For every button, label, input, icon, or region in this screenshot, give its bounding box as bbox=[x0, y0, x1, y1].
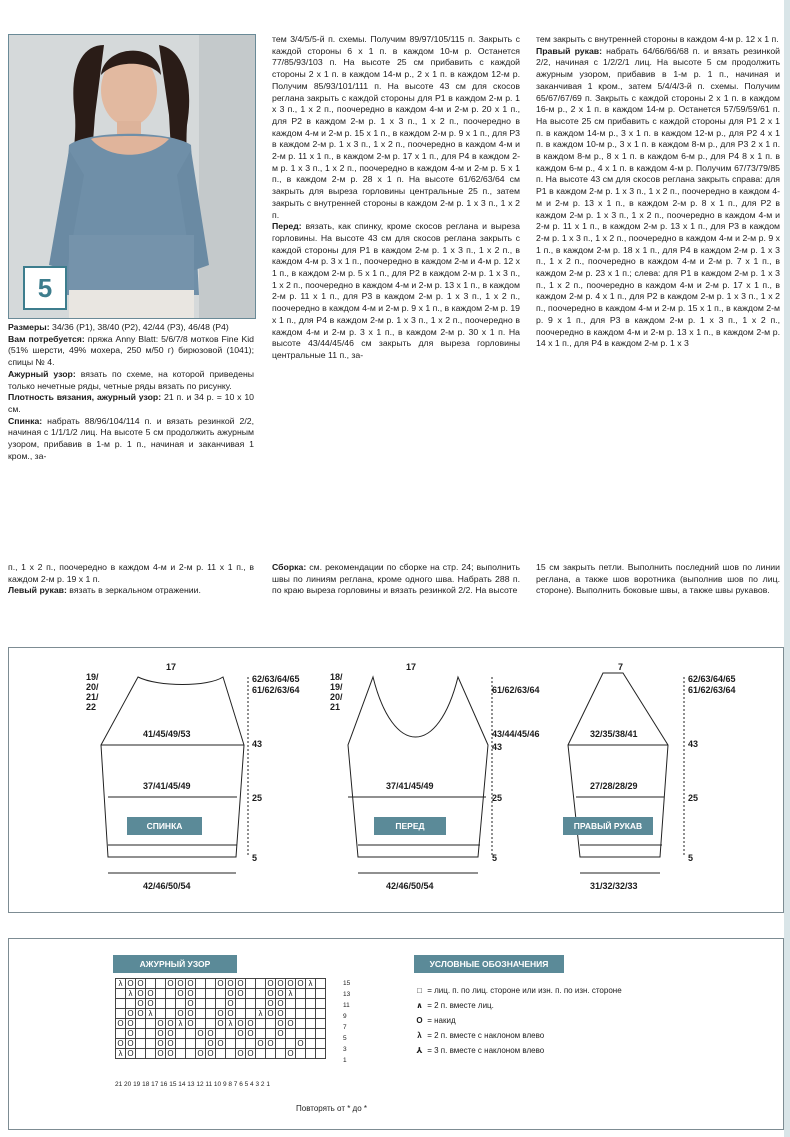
chart-cell bbox=[286, 1009, 296, 1019]
chart-row-number: 7 bbox=[343, 1024, 347, 1031]
column-1-top bbox=[8, 322, 254, 462]
chart-cell bbox=[256, 999, 266, 1009]
chart-cell: Ο bbox=[297, 1039, 304, 1048]
chart-cell bbox=[186, 1029, 196, 1039]
back-top-width: 17 bbox=[166, 662, 177, 672]
lace-chart-grid bbox=[115, 978, 326, 1059]
back-bottom-width: 42/46/50/54 bbox=[143, 881, 191, 891]
chart-cell: Ο bbox=[217, 1009, 224, 1018]
chart-cell: Ο bbox=[137, 999, 144, 1008]
chart-cell: λ bbox=[116, 1049, 126, 1059]
front-total-height: 61/62/63/64 bbox=[492, 685, 540, 695]
chart-cell bbox=[176, 1049, 186, 1059]
chart-cell bbox=[146, 1029, 156, 1039]
chart-cell: Ο bbox=[167, 979, 174, 988]
chart-cell bbox=[286, 1039, 296, 1049]
chart-cell bbox=[306, 1009, 316, 1019]
chart-cell: Ο bbox=[267, 1009, 274, 1018]
chart-cell: Ο bbox=[237, 1029, 244, 1038]
sleeve-top-width: 7 bbox=[618, 662, 624, 672]
chart-cell bbox=[116, 999, 126, 1009]
chart-cell bbox=[316, 989, 326, 999]
back-chest-width: 41/45/49/53 bbox=[143, 729, 191, 739]
assembly-label: Сборка: bbox=[272, 562, 307, 572]
chart-cell bbox=[296, 1019, 306, 1029]
chart-cell: Ο bbox=[137, 1009, 144, 1018]
legend-text: = 2 п. вместе с наклоном влево bbox=[425, 1031, 545, 1040]
sleeve-chest-width: 32/35/38/41 bbox=[590, 729, 638, 739]
legend-text: = накид bbox=[425, 1016, 456, 1025]
sleeve-continued-text: п., 1 x 2 п., поочередно в каждом 4-м и 2-м р. 11 x 1 п., в каждом 2-м р. 19 x 1 п. bbox=[8, 562, 254, 584]
chart-cell bbox=[236, 999, 246, 1009]
chart-cell: λ bbox=[116, 979, 126, 989]
chart-cell: Ο bbox=[267, 989, 274, 998]
chart-row-number: 13 bbox=[343, 991, 351, 998]
sleeve-total-height-1: 62/63/64/65 bbox=[688, 674, 736, 684]
chart-legend bbox=[414, 983, 622, 1058]
legend-symbol: λ bbox=[417, 1031, 422, 1040]
chart-cell: Ο bbox=[127, 979, 134, 988]
chart-cell: λ bbox=[146, 1009, 156, 1019]
chart-cell bbox=[286, 1029, 296, 1039]
chart-cell bbox=[296, 989, 306, 999]
chart-row-number: 9 bbox=[343, 1013, 347, 1020]
chart-cell bbox=[156, 989, 166, 999]
back-side-3: 21/ bbox=[86, 692, 99, 702]
front-side-1: 18/ bbox=[330, 672, 343, 682]
chart-cell: Ο bbox=[267, 979, 274, 988]
lace-pattern-label: Ажурный узор: bbox=[8, 368, 76, 379]
chart-row bbox=[116, 999, 326, 1009]
chart-cell bbox=[186, 1049, 196, 1059]
chart-cell bbox=[216, 1029, 226, 1039]
chart-cell bbox=[216, 1049, 226, 1059]
chart-cell bbox=[256, 1049, 266, 1059]
chart-cell bbox=[206, 1019, 216, 1029]
chart-cell: Ο bbox=[247, 1049, 254, 1058]
chart-cell bbox=[226, 1039, 236, 1049]
chart-cell: Ο bbox=[197, 1029, 204, 1038]
chart-cell bbox=[216, 999, 226, 1009]
chart-cell bbox=[156, 999, 166, 1009]
legend-item bbox=[414, 1043, 622, 1058]
front-side-3: 20/ bbox=[330, 692, 343, 702]
front-continued-text: тем закрыть с внутренней стороны в каждом 4-м р. 12 x 1 п. bbox=[536, 34, 779, 44]
chart-cell bbox=[256, 1029, 266, 1039]
chart-cell bbox=[226, 1049, 236, 1059]
assembly-text: см. рекомендации по сборке на стр. 24; выполнить швы по линиям реглана, кроме одного шва. Набрать 288 п. по краю выреза горловины и вязать резинкой 2/2. На высоте bbox=[272, 562, 520, 596]
back-label: Спинка: bbox=[8, 415, 43, 426]
chart-cell: Ο bbox=[187, 1009, 194, 1018]
density-label: Плотность вязания, ажурный узор: bbox=[8, 392, 162, 403]
materials-label: Вам потребуется: bbox=[8, 333, 85, 344]
column-3-top bbox=[536, 34, 780, 350]
back-total-height-1: 62/63/64/65 bbox=[252, 674, 300, 684]
chart-cell bbox=[146, 1019, 156, 1029]
front-h5: 5 bbox=[492, 853, 498, 863]
chart-cell bbox=[316, 1009, 326, 1019]
chart-cell bbox=[296, 1029, 306, 1039]
chart-cell: λ bbox=[176, 1019, 186, 1029]
pattern-number: 5 bbox=[23, 266, 67, 310]
page-edge-strip bbox=[784, 0, 790, 1137]
legend-item bbox=[414, 1013, 622, 1028]
back-h5: 5 bbox=[252, 853, 258, 863]
back-continued-text: тем 3/4/5/5-й п. схемы. Получим 89/97/105/115 п. Закрыть с каждой стороны 6 x 1 п. в каждом 10-м р. Останется 77/85/93/103 п. На высоте 25 см прибавить с каждой стороны 2 x 1 п. в каждом 14-м р., 2 x 1 п. в каждом 12-м р. Получим 85/93/101/111 п. На высоте 43 см для скосов реглана закрыть с каждой стороны для Р1 в каждом 2-м р. 1 x 3 п., 1 x 2 п., поочередно в каждом 4-м и 2-м р. 20 x 1 п., для Р2 в каждом 2-м р. 1 x 3 п., 1 x 2 п., поочередно в каждом 4-м и 2-м р. 15 x 1 п., в каждом 2-м р. 9 x 1 п., для Р3 в каждом 2-м р. 1 x 3 п., 1 x 2 п., поочередно в каждом 4-м и 2-м р. 11 x 1 п., в каждом 2-м р. 17 x 1 п., для Р4 в каждом 2-м р. 1 x 3 п., 1 x 2 п., поочередно в каждом 4-м и 2-м р. 5 x 1 п., в каждом 2-м р. 28 x 1 п. На высоте 61/62/63/64 см закрыть для выреза горловины центральные 25 п., затем закрыть с внутренней стороны в каждом 2-м р. 1 x 3 п., 1 x 2 п. bbox=[272, 34, 520, 220]
chart-cell: Ο bbox=[237, 979, 244, 988]
chart-row bbox=[116, 989, 326, 999]
chart-cell: Ο bbox=[237, 989, 244, 998]
chart-cell: λ bbox=[226, 1019, 236, 1029]
chart-row bbox=[116, 1039, 326, 1049]
chart-cell: Ο bbox=[137, 989, 144, 998]
chart-cell: Ο bbox=[187, 979, 194, 988]
chart-cell bbox=[306, 1029, 316, 1039]
chart-cell bbox=[316, 1029, 326, 1039]
chart-cell bbox=[266, 1029, 276, 1039]
chart-cell bbox=[196, 1039, 206, 1049]
chart-row bbox=[116, 1009, 326, 1019]
chart-row-number: 11 bbox=[343, 1002, 350, 1009]
back-waist-width: 37/41/45/49 bbox=[143, 781, 191, 791]
chart-cell bbox=[266, 1019, 276, 1029]
front-h43: 43 bbox=[492, 742, 503, 752]
chart-cell bbox=[256, 979, 266, 989]
chart-cell bbox=[116, 1009, 126, 1019]
chart-cell bbox=[246, 999, 256, 1009]
chart-cell: Ο bbox=[257, 1039, 264, 1048]
chart-cell: Ο bbox=[247, 1029, 254, 1038]
chart-cell bbox=[226, 1029, 236, 1039]
chart-cell bbox=[256, 1019, 266, 1029]
chart-cell bbox=[116, 989, 126, 999]
chart-cell: Ο bbox=[157, 1039, 164, 1048]
back-side-1: 19/ bbox=[86, 672, 99, 682]
chart-cell bbox=[136, 1039, 146, 1049]
materials-text: пряжа Anny Blatt: 5/6/7/8 мотков Fine Kid (51% шерсти, 49% мохера, 250 м/50 г) бирюзовой (1041); спицы № 4. bbox=[8, 333, 254, 368]
front-side-2: 19/ bbox=[330, 682, 343, 692]
chart-cell bbox=[316, 979, 326, 989]
front-text: вязать, как спинку, кроме скосов реглана и выреза горловины. На высоте 43 см для скосов реглана закрыть с каждой стороны для Р1 в каждом 2-м р. 1 x 3 п., 1 x 2 п., в каждом 4-м р. 3 x 1 п., поочередно в каждом 2-м и 4-м р. 12 x 1 п., в каждом 2-м р. 5 x 1 п., для Р2 в каждом 2-м р. 1 x 3 п., 1 x 2 п., поочередно в каждом 4-м и 2-м р. 13 x 1 п., в каждом 2-м р. 11 x 1 п., для Р3 в каждом 2-м р. 1 x 3 п., 1 x 2 п., поочередно в каждом 4-м и 2-м р. 9 x 1 п., в каждом 2-м р. 19 x 1 п., для Р4 в каждом 2-м р. 1 x 3 п., 1 x 2 п., поочередно в каждом 4-м и 2-м р. 3 x 1 п., в каждом 2-м р. 30 x 1 п. На высоте 43/44/45/46 см закрыть для выреза горловины центральные 11 п., за- bbox=[272, 221, 520, 360]
chart-cell: λ bbox=[306, 979, 316, 989]
chart-cell: Ο bbox=[157, 1019, 164, 1028]
chart-cell bbox=[166, 1009, 176, 1019]
chart-cell: λ bbox=[256, 1009, 266, 1019]
chart-cell bbox=[136, 1049, 146, 1059]
chart-cell bbox=[146, 1039, 156, 1049]
chart-cell: Ο bbox=[277, 1009, 284, 1018]
chart-cell: Ο bbox=[117, 1039, 124, 1048]
chart-cell: Ο bbox=[137, 979, 144, 988]
chart-cell bbox=[286, 999, 296, 1009]
chart-cell: Ο bbox=[277, 979, 284, 988]
column-1-bottom bbox=[8, 562, 254, 597]
chart-cell bbox=[216, 989, 226, 999]
front-neck-height: 43/44/45/46 bbox=[492, 729, 540, 739]
chart-repeat-note: Повторять от * до * bbox=[296, 1104, 367, 1113]
chart-row bbox=[116, 1049, 326, 1059]
back-total-height-2: 61/62/63/64 bbox=[252, 685, 300, 695]
chart-cell bbox=[156, 1009, 166, 1019]
chart-cell bbox=[206, 999, 216, 1009]
front-waist-width: 37/41/45/49 bbox=[386, 781, 434, 791]
front-h25: 25 bbox=[492, 793, 503, 803]
chart-cell: Ο bbox=[287, 1019, 294, 1028]
chart-cell bbox=[276, 1039, 286, 1049]
chart-cell: Ο bbox=[167, 1029, 174, 1038]
chart-cell: Ο bbox=[197, 1049, 204, 1058]
chart-cell bbox=[296, 1009, 306, 1019]
chart-cell bbox=[196, 1019, 206, 1029]
chart-cell: Ο bbox=[127, 1039, 134, 1048]
front-bottom-width: 42/46/50/54 bbox=[386, 881, 434, 891]
chart-cell: Ο bbox=[117, 1019, 124, 1028]
sleeve-h5: 5 bbox=[688, 853, 694, 863]
density-text: 21 п. и 34 р. = 10 x 10 см. bbox=[8, 392, 254, 414]
back-side-4: 22 bbox=[86, 702, 97, 712]
chart-cell bbox=[206, 979, 216, 989]
chart-cell: Ο bbox=[267, 999, 274, 1008]
back-text: набрать 88/96/104/114 п. и вязать резинкой 2/2, начиная с 1/1/1/2 лиц. На высоте 5 см продолжить ажурным узором, прибавив в 1-м р. 1 п., начиная и заканчивая 1 кром., за- bbox=[8, 415, 254, 461]
chart-cell bbox=[166, 999, 176, 1009]
column-2-top bbox=[272, 34, 520, 362]
chart-row-number: 15 bbox=[343, 980, 351, 987]
front-label: Перед: bbox=[272, 221, 302, 232]
legend-symbol: O bbox=[416, 1016, 423, 1025]
front-top-width: 17 bbox=[406, 662, 417, 672]
chart-cell: λ bbox=[126, 989, 136, 999]
legend-text: = лиц. п. по лиц. стороне или изн. п. по изн. стороне bbox=[425, 986, 622, 995]
chart-cell bbox=[306, 1039, 316, 1049]
legend-symbol: ∧ bbox=[416, 1001, 423, 1010]
chart-cell: Ο bbox=[247, 1019, 254, 1028]
column-2-bottom bbox=[272, 562, 520, 597]
legend-text: = 2 п. вместе лиц. bbox=[425, 1001, 494, 1010]
chart-cell: Ο bbox=[287, 979, 294, 988]
legend-text: = 3 п. вместе с наклоном влево bbox=[425, 1046, 545, 1055]
front-side-4: 21 bbox=[330, 702, 341, 712]
schematic-outlines bbox=[8, 647, 782, 911]
chart-cell bbox=[176, 1039, 186, 1049]
chart-cell: Ο bbox=[227, 989, 234, 998]
chart-cell: Ο bbox=[147, 989, 154, 998]
chart-cell bbox=[306, 999, 316, 1009]
sleeve-h43: 43 bbox=[688, 739, 699, 749]
chart-cell: Ο bbox=[277, 999, 284, 1008]
chart-cell: Ο bbox=[127, 1029, 134, 1038]
chart-cell bbox=[186, 1039, 196, 1049]
chart-cell: Ο bbox=[287, 1049, 294, 1058]
chart-cell: Ο bbox=[167, 1039, 174, 1048]
chart-cell bbox=[196, 999, 206, 1009]
chart-column-numbers: 21 20 19 18 17 16 15 14 13 12 11 10 9 8 7 6 5 4 3 2 1 bbox=[115, 1081, 270, 1088]
chart-cell: Ο bbox=[297, 979, 304, 988]
chart-cell: Ο bbox=[147, 999, 154, 1008]
left-sleeve-text: вязать в зеркальном отражении. bbox=[66, 585, 201, 596]
back-h25: 25 bbox=[252, 793, 263, 803]
sleeve-schematic-tag: ПРАВЫЙ РУКАВ bbox=[563, 817, 653, 835]
sleeve-total-height-2: 61/62/63/64 bbox=[688, 685, 736, 695]
chart-cell bbox=[146, 979, 156, 989]
sleeve-bottom-width: 31/32/32/33 bbox=[590, 881, 638, 891]
chart-cell: Ο bbox=[237, 1019, 244, 1028]
chart-cell bbox=[146, 1049, 156, 1059]
chart-cell bbox=[136, 1029, 146, 1039]
chart-cell: Ο bbox=[177, 979, 184, 988]
sleeve-waist-width: 27/28/28/29 bbox=[590, 781, 638, 791]
chart-cell bbox=[196, 989, 206, 999]
chart-cell bbox=[246, 989, 256, 999]
chart-cell: Ο bbox=[227, 999, 234, 1008]
chart-cell bbox=[276, 1049, 286, 1059]
assembly-continued-text: 15 см закрыть петли. Выполнить последний шов по линии реглана, а также шов воротника (выполнив шов по лиц. стороне). Выполнить боковые швы, а также швы рукавов. bbox=[536, 562, 780, 596]
chart-row bbox=[116, 979, 326, 989]
chart-cell bbox=[246, 1039, 256, 1049]
chart-cell bbox=[246, 979, 256, 989]
chart-cell: Ο bbox=[217, 1039, 224, 1048]
chart-cell bbox=[196, 1009, 206, 1019]
chart-cell: Ο bbox=[227, 979, 234, 988]
chart-cell: Ο bbox=[187, 989, 194, 998]
chart-cell: λ bbox=[286, 989, 296, 999]
chart-cell bbox=[176, 999, 186, 1009]
chart-cell: Ο bbox=[277, 1029, 284, 1038]
chart-row bbox=[116, 1029, 326, 1039]
legend-symbol: □ bbox=[417, 986, 422, 995]
lace-chart-tag: АЖУРНЫЙ УЗОР bbox=[113, 955, 237, 973]
legend-item bbox=[414, 998, 622, 1013]
right-sleeve-text: набрать 64/66/66/68 п. и вязать резинкой 2/2, начиная с 1/2/2/1 лиц. На высоте 5 см продолжить ажурным узором, прибавив в 1-м р. 1 п., начиная и заканчивая 1 кром., затем 5/4/4/3-й п. схемы. Получим 65/67/67/69 п. Закрыть с каждой стороны 2 x 1 п. в каждом 16-м р., 2 x 1 п. в каждом 14-м р. Останется 57/59/59/61 п. На высоте 25 см прибавить с каждой стороны для Р1 2 x 1 п. в каждом 14-м р., 3 x 1 п. в каждом 12-м р., для Р2 4 x 1 п. в каждом 10-м р., 3 x 1 п. в каждом 8-м р., для Р3 2 x 1 п. в каждом 8-м р., 8 x 1 п. в каждом 6-м р., для Р4 8 x 1 п. в каждом 6-м р., 4 x 1 п. в каждом 4-м р. Получим 67/73/79/85 п. На высоте 43 см для скосов реглана закрыть справа: для Р1 в каждом 2-м р. 1 x 3 п., 1 x 2 п., поочередно в каждом 4-м и 2-м р. 13 x 1 п., в каждом 2-м р. 8 x 1 п., для Р2 в каждом 2-м р. 1 x 3 п., 1 x 2 п., поочередно в каждом 4-м и 2-м р. 11 x 1 п., в каждом 2-м р. 13 x 1 п., для Р3 в каждом 2-м р. 1 x 3 п., 1 x 2 п., поочередно в каждом 4-м и 2-м р. 9 x 1 п., в каждом 2-м р. 18 x 1 п., для Р4 в каждом 2-м р. 1 x 3 п., 1 x 2 п., поочередно в каждом 4-м и 2-м р. 7 x 1 п., в каждом 2-м р. 23 x 1 п.; слева: для Р1 в каждом 2-м р. 1 x 3 п., 1 x 2 п., поочередно в каждом 4-м и 2-м р. 17 x 1 п., в каждом 2-м р. 4 x 1 п., для Р2 в каждом 2-м р. 1 x 3 п., 1 x 2 п., поочередно в каждом 4-м и 2-м р. 15 x 1 п., в каждом 2-м р. 9 x 1 п., для Р3 в каждом 2-м р. 1 x 3 п., 1 x 2 п., поочередно в каждом 4-м и 2-м р. 13 x 1 п., в каждом 2-м р. 14 x 1 п., для Р4 в каждом 2-м р. 1 x 3 bbox=[536, 45, 781, 349]
back-h43: 43 bbox=[252, 739, 263, 749]
chart-cell: Ο bbox=[127, 1009, 134, 1018]
chart-cell bbox=[176, 1029, 186, 1039]
chart-row-number: 3 bbox=[343, 1046, 347, 1053]
chart-cell bbox=[196, 979, 206, 989]
chart-cell bbox=[166, 989, 176, 999]
chart-cell bbox=[316, 999, 326, 1009]
chart-cell: Ο bbox=[267, 1039, 274, 1048]
sizes-text: 34/36 (Р1), 38/40 (Р2), 42/44 (Р3), 46/48 (Р4) bbox=[49, 322, 229, 332]
left-sleeve-label: Левый рукав: bbox=[8, 585, 67, 596]
chart-row-number: 5 bbox=[343, 1035, 347, 1042]
chart-cell bbox=[206, 989, 216, 999]
chart-cell bbox=[126, 999, 136, 1009]
chart-cell bbox=[156, 979, 166, 989]
chart-cell: Ο bbox=[227, 1009, 234, 1018]
chart-cell: Ο bbox=[217, 979, 224, 988]
front-schematic-tag: ПЕРЕД bbox=[374, 817, 446, 835]
chart-cell bbox=[306, 1049, 316, 1059]
sizes-label: Размеры: bbox=[8, 322, 50, 332]
chart-cell: Ο bbox=[207, 1049, 214, 1058]
chart-cell: Ο bbox=[167, 1049, 174, 1058]
legend-tag: УСЛОВНЫЕ ОБОЗНАЧЕНИЯ bbox=[414, 955, 564, 973]
chart-cell: Ο bbox=[157, 1029, 164, 1038]
chart-cell bbox=[316, 1049, 326, 1059]
model-photo bbox=[8, 34, 256, 319]
sleeve-h25: 25 bbox=[688, 793, 699, 803]
chart-cell: Ο bbox=[177, 989, 184, 998]
column-3-bottom bbox=[536, 562, 780, 597]
chart-cell: Ο bbox=[177, 1009, 184, 1018]
lace-pattern-text: вязать по схеме, на которой приведены только нечетные ряды, четные ряды вязать по рисунку. bbox=[8, 368, 254, 391]
chart-cell bbox=[306, 989, 316, 999]
chart-cell: Ο bbox=[167, 1019, 174, 1028]
chart-cell bbox=[266, 1049, 276, 1059]
chart-cell bbox=[236, 1039, 246, 1049]
chart-cell bbox=[306, 1019, 316, 1029]
legend-symbol: ⅄ bbox=[416, 1046, 423, 1055]
legend-item bbox=[414, 1028, 622, 1043]
chart-row bbox=[116, 1019, 326, 1029]
chart-cell bbox=[246, 1009, 256, 1019]
chart-cell: Ο bbox=[207, 1029, 214, 1038]
chart-cell: Ο bbox=[277, 1019, 284, 1028]
chart-cell bbox=[296, 1049, 306, 1059]
chart-cell: Ο bbox=[187, 1019, 194, 1028]
chart-cell: Ο bbox=[277, 989, 284, 998]
chart-cell bbox=[116, 1029, 126, 1039]
chart-cell bbox=[206, 1009, 216, 1019]
chart-cell: Ο bbox=[207, 1039, 214, 1048]
chart-cell: Ο bbox=[157, 1049, 164, 1058]
chart-cell: Ο bbox=[217, 1019, 224, 1028]
chart-cell: Ο bbox=[237, 1049, 244, 1058]
right-sleeve-label: Правый рукав: bbox=[536, 45, 603, 56]
chart-cell: Ο bbox=[127, 1019, 134, 1028]
back-side-2: 20/ bbox=[86, 682, 99, 692]
chart-cell bbox=[136, 1019, 146, 1029]
chart-cell bbox=[296, 999, 306, 1009]
chart-row-number: 1 bbox=[343, 1057, 347, 1064]
chart-cell bbox=[316, 1039, 326, 1049]
legend-item bbox=[414, 983, 622, 998]
chart-cell: Ο bbox=[127, 1049, 134, 1058]
chart-cell bbox=[236, 1009, 246, 1019]
chart-cell: Ο bbox=[187, 999, 194, 1008]
back-schematic-tag: СПИНКА bbox=[127, 817, 202, 835]
chart-cell bbox=[256, 989, 266, 999]
chart-cell bbox=[316, 1019, 326, 1029]
